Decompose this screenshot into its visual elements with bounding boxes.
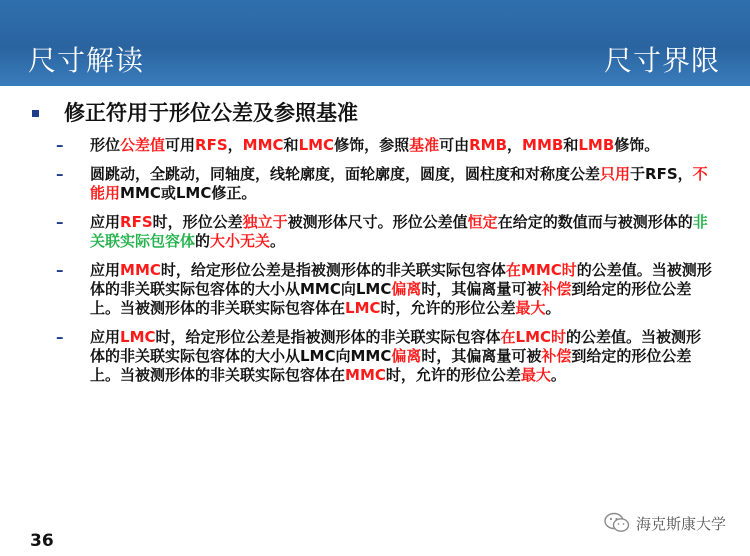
text-segment: 时，其偏离量可被 bbox=[421, 280, 542, 298]
list-item-text bbox=[90, 165, 716, 203]
text-segment: 时，允许的形位公差 bbox=[380, 299, 516, 317]
text-segment: LMC bbox=[345, 299, 381, 317]
text-segment: 偏离 bbox=[391, 347, 422, 365]
text-segment: 圆跳动，全跳动，同轴度，线轮廓度，面轮廓度，圆度，圆柱度和对称度公差 bbox=[90, 165, 601, 183]
text-segment: 只用 bbox=[600, 165, 631, 183]
dash-bullet-icon: – bbox=[56, 165, 64, 183]
text-segment: 大小无关 bbox=[210, 232, 271, 250]
list-item-text bbox=[90, 136, 716, 155]
text-segment: 在给定的数值而与被测形体的 bbox=[497, 213, 693, 231]
text-segment: 补偿 bbox=[541, 280, 572, 298]
text-segment: 到给定的形位公差上。当被测形体的非关联实际包容体在 bbox=[90, 280, 692, 317]
text-segment: 于RFS， bbox=[630, 165, 693, 183]
text-segment: 公差值 bbox=[120, 136, 166, 154]
text-segment: 。 bbox=[550, 366, 566, 384]
text-segment: MMC bbox=[345, 366, 386, 384]
title-banner bbox=[0, 0, 750, 86]
dash-bullet-icon: – bbox=[56, 213, 64, 231]
dash-bullet-icon: – bbox=[56, 136, 64, 154]
text-segment: 。 bbox=[270, 232, 286, 250]
page-number: 36 bbox=[30, 531, 54, 551]
text-segment: 时，其偏离量可被 bbox=[421, 347, 542, 365]
text-segment: MMC bbox=[120, 261, 161, 279]
text-segment: MMC或LMC修正。 bbox=[120, 184, 257, 202]
text-segment: RFS bbox=[120, 213, 153, 231]
dash-bullet-icon: – bbox=[56, 261, 64, 279]
text-segment: 可由 bbox=[439, 136, 470, 154]
text-segment: 最大 bbox=[520, 366, 551, 384]
text-segment: 时，允许的形位公差 bbox=[385, 366, 521, 384]
text-segment: 偏离 bbox=[391, 280, 422, 298]
list-item bbox=[56, 136, 716, 155]
list-item bbox=[56, 328, 716, 385]
text-segment: 被测形体尺寸。形位公差值 bbox=[287, 213, 468, 231]
text-segment: MMC bbox=[242, 136, 284, 154]
text-segment: 时，给定形位公差是指被测形体的非关联实际包容体 bbox=[160, 261, 506, 279]
text-segment: ， bbox=[227, 136, 243, 154]
text-segment: 可用 bbox=[165, 136, 196, 154]
text-segment: 修饰。 bbox=[614, 136, 660, 154]
text-segment: 在MMC时 bbox=[505, 261, 577, 279]
list-item bbox=[56, 261, 716, 318]
text-segment: ， bbox=[507, 136, 523, 154]
text-segment: 不能用 bbox=[90, 165, 708, 202]
text-segment: 形位 bbox=[90, 136, 121, 154]
square-bullet-icon bbox=[32, 110, 39, 117]
text-segment: 补偿 bbox=[541, 347, 572, 365]
list-item-text bbox=[90, 213, 716, 251]
wechat-icon bbox=[604, 512, 630, 534]
text-segment: LMC bbox=[298, 136, 335, 154]
text-segment: 到给定的形位公差上。当被测形体的非关联实际包容体在 bbox=[90, 347, 692, 384]
text-segment: 基准 bbox=[409, 136, 440, 154]
text-segment: 应用 bbox=[90, 328, 121, 346]
text-segment: 最大 bbox=[515, 299, 546, 317]
list-item bbox=[56, 213, 716, 251]
text-segment: MMB bbox=[522, 136, 564, 154]
dash-bullet-icon: – bbox=[56, 328, 64, 346]
text-segment: 的 bbox=[195, 232, 211, 250]
text-segment: RFS bbox=[195, 136, 228, 154]
list-item-text bbox=[90, 328, 716, 385]
text-segment: 的公差值。当被测形体的非关联实际包容体的大小从LMC向MMC bbox=[90, 328, 702, 365]
text-segment: 的公差值。当被测形体的非关联实际包容体的大小从MMC向LMC bbox=[90, 261, 712, 298]
list-item-text bbox=[90, 261, 716, 318]
bullet-list bbox=[56, 136, 716, 395]
text-segment: 。 bbox=[545, 299, 561, 317]
text-segment: 时，形位公差 bbox=[152, 213, 243, 231]
text-segment: 在LMC时 bbox=[500, 328, 567, 346]
text-segment: RMB bbox=[469, 136, 508, 154]
banner-title-left: 尺寸解读 bbox=[28, 44, 145, 77]
list-item bbox=[56, 165, 716, 203]
text-segment: 和 bbox=[563, 136, 579, 154]
text-segment: 和 bbox=[283, 136, 299, 154]
banner-title-right: 尺寸界限 bbox=[603, 44, 720, 77]
text-segment: 时，给定形位公差是指被测形体的非关联实际包容体 bbox=[155, 328, 501, 346]
text-segment: 独立于 bbox=[242, 213, 288, 231]
text-segment: LMB bbox=[578, 136, 615, 154]
watermark bbox=[604, 508, 726, 538]
text-segment: 应用 bbox=[90, 261, 121, 279]
text-segment: 非关联实际包容体 bbox=[90, 213, 708, 250]
watermark-text: 海克斯康大学 bbox=[635, 514, 726, 533]
text-segment: 恒定 bbox=[467, 213, 498, 231]
slide-heading: 修正符用于形位公差及参照基准 bbox=[64, 101, 358, 125]
text-segment: LMC bbox=[120, 328, 156, 346]
text-segment: 应用 bbox=[90, 213, 121, 231]
text-segment: 修饰，参照 bbox=[334, 136, 410, 154]
